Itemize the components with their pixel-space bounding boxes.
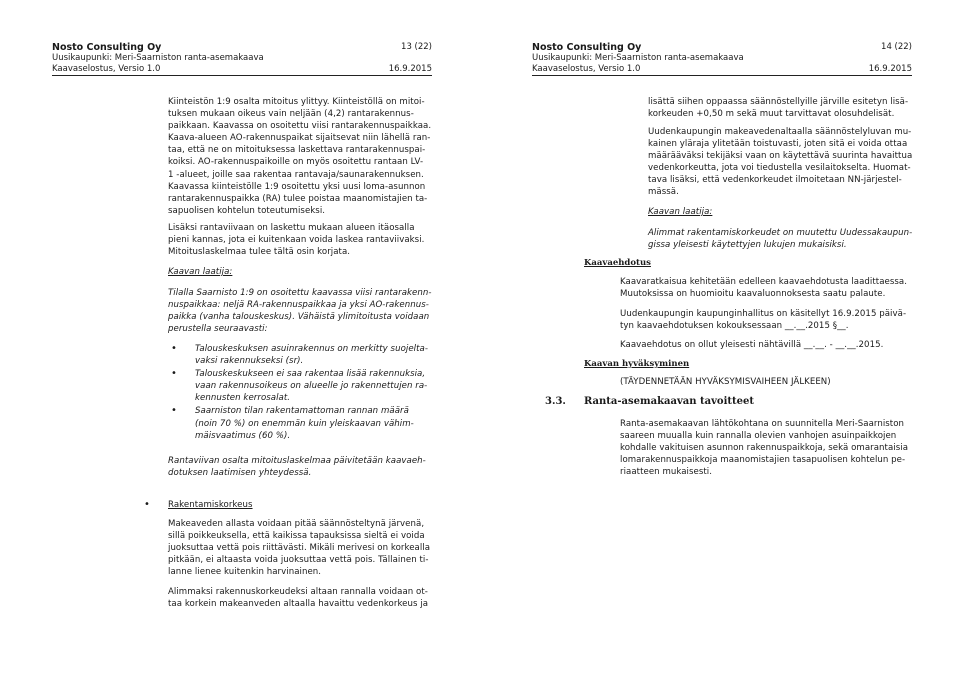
text-line: mässä.	[648, 187, 679, 198]
reply-paragraph	[168, 287, 438, 335]
text-line: juoksuttaa vettä pois riittävästi. Mikäli merivesi on korkealla	[168, 543, 431, 554]
text-line: määrääväksi tekijäksi vaan on käytettävä suurinta havaittua	[648, 151, 913, 162]
approval-note: (TÄYDENNETÄÄN HYVÄKSYMISVAIHEEN JÄLKEEN)	[620, 377, 831, 387]
text-line: saareen muualla kuin rannalla olevien vanhojen asuinpaikkojen	[620, 431, 897, 442]
header-rule	[52, 75, 432, 76]
project-name: Uusikaupunki: Meri-Saarniston ranta-asemakaava	[532, 53, 744, 63]
page-14	[480, 0, 960, 674]
section-list	[141, 499, 441, 511]
side-heading-hyvaksyminen: Kaavan hyväksyminen	[584, 359, 690, 369]
text-line: Kaavassa kiinteistölle 1:9 osoitettu yksi uusi loma-asunnon	[168, 181, 426, 192]
text-line: sapuolisen kohtelun toteutumiseksi.	[168, 205, 326, 216]
text-line: Ranta-asemakaavan lähtökohtana on suunnitella Meri-Saarniston	[620, 419, 905, 429]
header-rule	[532, 75, 912, 76]
company-name: Nosto Consulting Oy	[532, 42, 642, 53]
list-item	[168, 405, 438, 441]
section-label: • Rakentamiskorkeus	[141, 499, 441, 511]
text-line: • Talouskeskuksen asuinrakennus on merkitty suojelta-	[195, 344, 428, 354]
text-line: lomarakennuspaikkoja maanomistajien tasapuolisen kohtelun pe-	[620, 455, 906, 466]
page-number: 14 (22)	[881, 42, 912, 52]
page-number: 13 (22)	[401, 42, 432, 52]
side-heading-kaavaehdotus: Kaavaehdotus	[584, 258, 651, 268]
text-line: riaatteen mukaisesti.	[620, 467, 713, 478]
paragraph-saannostely	[648, 126, 923, 199]
text-line: lisättä siihen oppaassa säännöstellyille järville esitetyn lisä-	[648, 97, 909, 107]
text-line: Lisäksi rantaviivaan on laskettu mukaan alueen itäosalla	[168, 223, 415, 233]
text-line: Alimmaksi rakennuskorkeudeksi altaan rannalla voidaan ot-	[168, 587, 428, 597]
document-version: Kaavaselostus, Versio 1.0	[532, 64, 641, 74]
text-line: korkeuden +0,50 m sekä muut tarvittavat olosuhdelisät.	[648, 109, 895, 120]
list-item	[168, 343, 438, 367]
paragraph-mitoitus	[168, 96, 438, 217]
section-number: 3.3.	[545, 396, 566, 407]
company-name: Nosto Consulting Oy	[52, 42, 162, 53]
text-line: gissa yleisesti käytettyjen lukujen mukaisiksi.	[648, 240, 847, 251]
text-line: nuspaikkaa: neljä RA-rakennuspaikkaa ja yksi AO-rakennus-	[168, 300, 429, 311]
text-line: Alimmat rakentamiskorkeudet on muutettu Uudessakaupun-	[648, 228, 913, 238]
text-line: pitkään, ei altaasta voida juoksuttaa vettä pois. Tällainen ti-	[168, 555, 429, 566]
text-line: Kaavaratkaisua kehitetään edelleen kaavaehdotusta laadittaessa.	[620, 277, 907, 287]
text-line: lanne lienee kuitenkin harvinainen.	[168, 567, 322, 578]
text-line: Kiinteistön 1:9 osalta mitoitus ylittyy. Kiinteistöllä on mitoi-	[168, 97, 425, 107]
text-line: Rantaviivan osalta mitoituslaskelmaa päivitetään kaavaeh-	[168, 456, 426, 466]
text-line: kohdalle vakituisen asunnon rakennuspaikkoja, sekä omarantaisia	[620, 443, 909, 454]
reply-conclusion	[168, 455, 438, 479]
text-line: Mitoituslaskelmaa tulee tältä osin korjata.	[168, 247, 351, 258]
text-line: tyn kaavaehdotuksen kokouksessaan __.__.2015 §__.	[620, 321, 849, 332]
text-line: • Saarniston tilan rakentamattoman rannan määrä	[195, 406, 409, 417]
text-line: paikkaan. Kaavassa on osoitettu viisi rantarakennuspaikkaa.	[168, 121, 432, 132]
text-line: Uudenkaupungin kaupunginhallitus on käsitellyt 16.9.2015 päivä-	[620, 309, 907, 319]
text-line: kennusten kerrosalat.	[195, 393, 291, 404]
paragraph-rantaviiva	[168, 222, 438, 258]
text-line: Tilalla Saarnisto 1:9 on osoitettu kaavassa viisi rantarakenn-	[168, 288, 432, 298]
paragraph-rakennuskorkeus	[168, 586, 438, 610]
text-line: • Talouskeskukseen ei saa rakentaa lisää rakennuksia,	[195, 369, 426, 380]
text-line: koiksi. AO-rakennuspaikoille on myös osoitettu rantaan LV-	[168, 157, 424, 168]
reply-bullet-list	[168, 343, 438, 442]
text-line: (noin 70 %) on enemmän kuin yleiskaavan vähim-	[195, 418, 414, 429]
text-line: Muutoksissa on huomioitu kaavaluonnoksesta saatu palaute.	[620, 289, 886, 300]
text-line: kainen yläraja ylitetään toistuvasti, joten sitä ei voida ottaa	[648, 139, 908, 150]
list-item	[168, 368, 438, 404]
reply-label: Kaavan laatija:	[648, 207, 713, 217]
paragraph-kasittely	[620, 308, 920, 332]
text-line: vaksi rakennukseksi (sr).	[195, 356, 304, 367]
text-line: Kaava-alueen AO-rakennuspaikat sijaitsevat niin lähellä ran-	[168, 133, 431, 144]
text-line: sillä poikkeuksella, että kaikissa tapauksissa sieltä ei voida	[168, 531, 425, 542]
project-name: Uusikaupunki: Meri-Saarniston ranta-asemakaava	[52, 53, 264, 63]
text-line: tava lisäksi, että vedenkorkeudet ilmoitetaan NN-järjestel-	[648, 175, 902, 186]
reply-paragraph	[648, 227, 923, 251]
text-line: vedenkorkeutta, jota voi tiedustella vesilaitokselta. Huomat-	[648, 163, 911, 174]
document-date: 16.9.2015	[868, 64, 912, 74]
text-line: mäisvaatimus (60 %).	[195, 430, 291, 441]
text-line: taa korkein makeanveden altaalla havaittu vedenkorkeus ja	[168, 599, 429, 610]
text-line: paikka (vanha talouskeskus). Vähäistä ylimitoitusta voidaan	[168, 312, 430, 323]
document-version: Kaavaselostus, Versio 1.0	[52, 64, 161, 74]
document-date: 16.9.2015	[388, 64, 432, 74]
paragraph-nahtavilla: Kaavaehdotus on ollut yleisesti nähtävillä __.__. - __.__.2015.	[620, 340, 884, 350]
text-line: Uudenkaupungin makeavedenaltaalla säännöstelyluvan mu-	[648, 127, 912, 137]
text-line: perustella seuraavasti:	[168, 324, 268, 335]
page-header	[532, 42, 912, 75]
paragraph-tavoitteet	[620, 418, 925, 478]
text-line: Makeaveden allasta voidaan pitää säännösteltynä järvenä,	[168, 519, 425, 529]
text-line: pieni kannas, jota ei kuitenkaan voida laskea rantaviivaksi.	[168, 235, 425, 246]
reply-label: Kaavan laatija:	[168, 267, 233, 277]
text-line: 1 -alueet, joille saa rakentaa rantavaja/saunarakennuksen.	[168, 169, 424, 180]
text-line: taa, että ne on mitoituksessa laskettava rantarakennuspai-	[168, 145, 426, 156]
text-line: rantarakennuspaikka (RA) tulee poistaa maanomistajien ta-	[168, 193, 428, 204]
section-title: Ranta-asemakaavan tavoitteet	[584, 396, 754, 407]
text-line: tuksen mukaan oikeus vain neljään (4,2) rantarakennus-	[168, 109, 414, 120]
page-header	[52, 42, 432, 75]
paragraph-lisakorkeus	[648, 96, 923, 120]
paragraph-makeavesi	[168, 518, 438, 578]
text-line: vaan rakennusoikeus on alueelle jo rakennettujen ra-	[195, 381, 428, 392]
text-line: dotuksen laatimisen yhteydessä.	[168, 468, 312, 479]
paragraph-ehdotus	[620, 276, 920, 300]
